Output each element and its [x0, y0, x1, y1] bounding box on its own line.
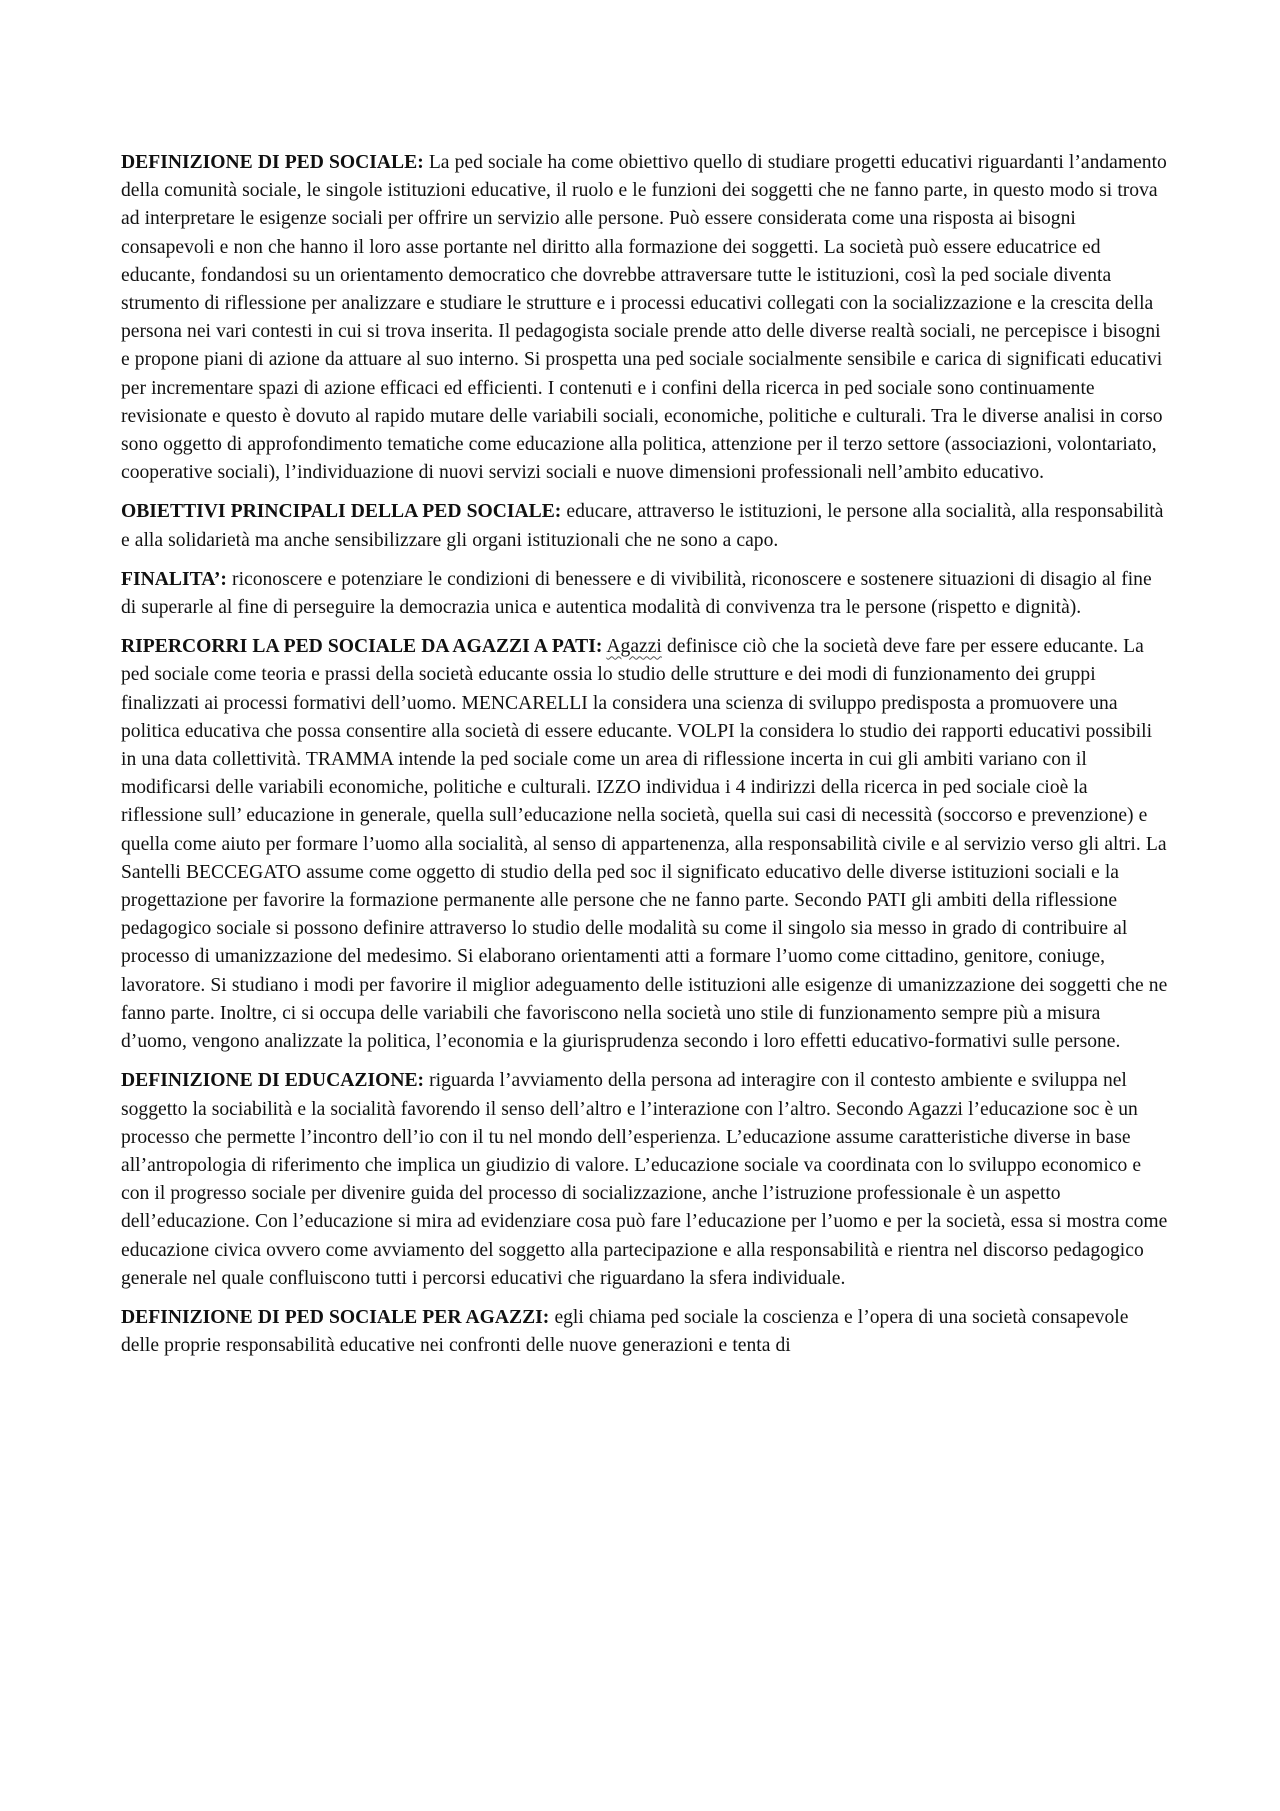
section-text: La ped sociale ha come obiettivo quello di studiare progetti educativi riguardanti l’andamento della comunità sociale, le singole istituzioni educative, il ruolo e le funzioni dei soggetti che ne fanno parte, in questo modo si trova ad interpretare le esigenze sociali per offrire un servizio alle persone. Può essere considerata come una risposta ai bisogni consapevoli e non che hanno il loro asse portante nel diritto alla formazione dei soggetti. La società può essere educatrice ed educante, fondandosi su un orientamento democratico che dovrebbe attraversare tutte le istituzioni, così la ped sociale diventa strumento di riflessione per analizzare e studiare le strutture e i processi educativi collegati con la socializzazione e la crescita della persona nei vari contesti in cui si trova inserita. Il pedagogista sociale prende atto delle diverse realtà sociali, ne percepisce i bisogni e propone piani di azione da attuare al suo interno. Si prospetta una ped sociale socialmente sensibile e carica di significati educativi per incrementare spazi di azione efficaci ed efficienti. I contenuti e i confini della ricerca in ped sociale sono continuamente revisionate e questo è dovuto al rapido mutare delle variabili sociali, economiche, politiche e culturali. Tra le diverse analisi in corso sono oggetto di approfondimento tematiche come educazione alla politica, attenzione per il terzo settore (associazioni, volontariato, cooperative sociali), l’individuazione di nuovi servizi sociali e nuove dimensioni professionali nell’ambito educativo.: [121, 152, 1167, 484]
section-heading: DEFINIZIONE DI PED SOCIALE:: [121, 152, 424, 173]
section-heading: RIPERCORRI LA PED SOCIALE DA AGAZZI A PATI:: [121, 636, 603, 658]
section-definizione-educazione: [121, 1067, 1169, 1293]
section-obiettivi-principali: [121, 498, 1169, 554]
section-heading: DEFINIZIONE DI PED SOCIALE PER AGAZZI:: [121, 1306, 550, 1328]
section-definizione-ped-sociale: [121, 149, 1169, 487]
section-heading: DEFINIZIONE DI EDUCAZIONE:: [121, 1070, 425, 1092]
section-text: educare, attraverso le istituzioni, le persone alla socialità, alla responsabilità e alla solidarietà ma anche sensibilizzare gli organi istituzionali che ne sono a capo.: [121, 501, 1164, 551]
section-text: egli chiama ped sociale la coscienza e l’opera di una società consapevole delle proprie responsabilità educative nei confronti delle nuove generazioni e tenta di: [121, 1306, 1129, 1357]
section-text: definisce ciò che la società deve fare per essere educante. La ped sociale come teoria e prassi della società educante ossia lo studio delle strutture e dei modi di funzionamento dei gruppi finalizzati ai processi formativi dell’uomo. MENCARELLI la considera una scienza di sviluppo predisposta a promuovere una politica educativa che possa consentire alla società di essere educante. VOLPI la considera lo studio dei rapporti educativi possibili in una data collettività. TRAMMA intende la ped sociale come un area di riflessione incerta in cui gli ambiti variano con il modificarsi delle variabili economiche, politiche e culturali. IZZO individua i 4 indirizzi della ricerca in ped sociale cioè la riflessione sull’ educazione in generale, quella sull’educazione nella società, quella sui casi di necessità (soccorso e prevenzione) e quella come aiuto per formare l’uomo alla socialità, al senso di appartenenza, alla responsabilità civile e al servizio verso gli altri. La Santelli BECCEGATO assume come oggetto di studio della ped soc il significato educativo delle diverse istituzioni sociali e la progettazione per favorire la formazione permanente alle persone che ne fanno parte. Secondo PATI gli ambiti della riflessione pedagogico sociale si possono definire attraverso lo studio delle modalità su come il singolo sia messo in grado di contribuire al processo di umanizzazione del medesimo. Si elaborano orientamenti atti a formare l’uomo come cittadino, genitore, coniuge, lavoratore. Si studiano i modi per favorire il miglior adeguamento delle istituzioni alle esigenze di umanizzazione dei soggetti che ne fanno parte. Inoltre, ci si occupa delle variabili che favoriscono nella società uno stile di funzionamento sempre più a misura d’uomo, vengono analizzate la politica, l’economia e la giurisprudenza secondo i loro effetti educativo-formativi sulle persone.: [121, 636, 1168, 1053]
section-text: riconoscere e potenziare le condizioni di benessere e di vivibilità, riconoscere e sostenere situazioni di disagio al fine di superarle al fine di perseguire la democrazia unica e autentica modalità di convivenza tra le persone (rispetto e dignità).: [121, 568, 1152, 619]
document-page: [121, 149, 1169, 1371]
section-text: riguarda l’avviamento della persona ad interagire con il contesto ambiente e sviluppa nel soggetto la sociabilità e la socialità favorendo il senso dell’altro e l’interazione con l’altro. Secondo Agazzi l’educazione soc è un processo che permette l’incontro dell’io con il tu nel mondo dell’esperienza. L’educazione assume caratteristiche diverse in base all’antropologia di riferimento che implica un giudizio di valore. L’educazione sociale va coordinata con lo sviluppo economico e con il progresso sociale per divenire guida del processo di socializzazione, anche l’istruzione professionale è un aspetto dell’educazione. Con l’educazione si mira ad evidenziare cosa può fare l’educazione per l’uomo e per la società, essa si mostra come educazione civica ovvero come avviamento del soggetto alla partecipazione e alla responsabilità e rientra nel discorso pedagogico generale nel quale confluiscono tutti i percorsi educativi che riguardano la sfera individuale.: [121, 1070, 1168, 1289]
section-heading: FINALITA’:: [121, 568, 227, 590]
section-ped-sociale-per-agazzi: [121, 1304, 1169, 1360]
section-da-agazzi-a-pati: [121, 633, 1169, 1056]
spellcheck-underlined-word: Agazzi: [606, 636, 662, 658]
section-finalita: [121, 566, 1169, 622]
section-heading: OBIETTIVI PRINCIPALI DELLA PED SOCIALE:: [121, 501, 562, 523]
